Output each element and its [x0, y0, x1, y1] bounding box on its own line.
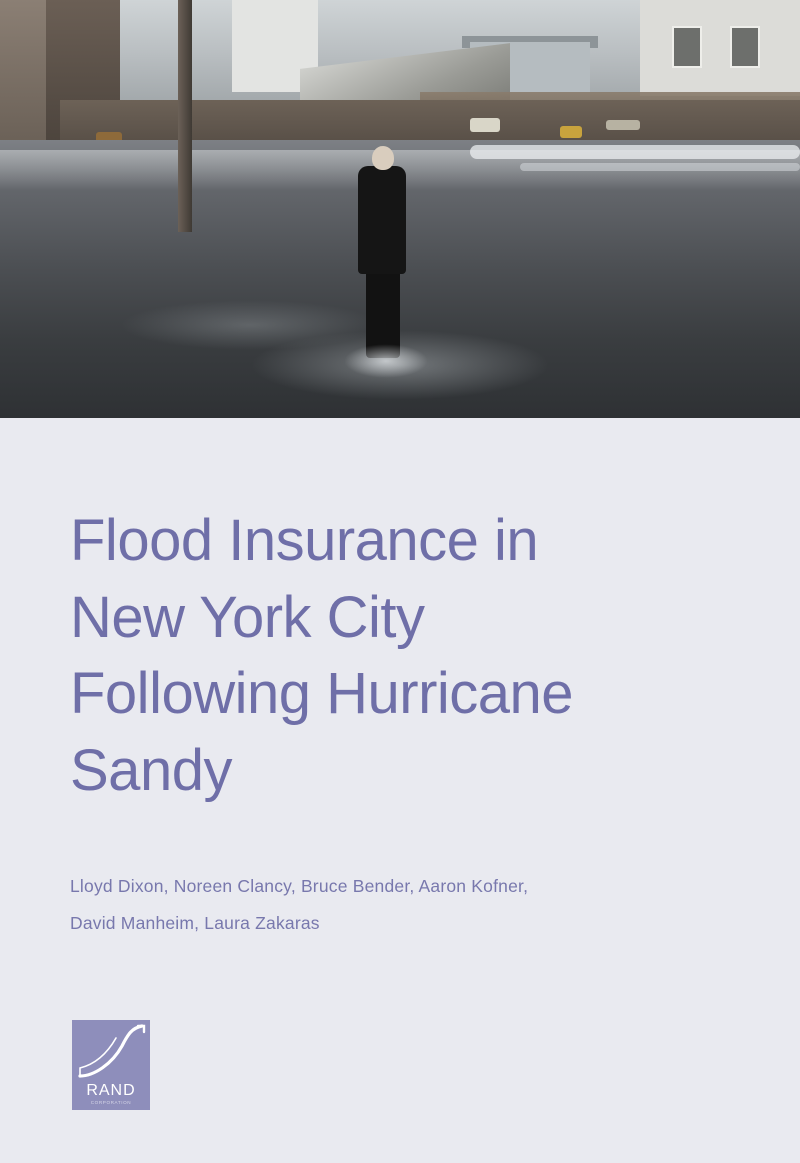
photo-debris-item	[470, 118, 500, 132]
photo-utility-pole	[178, 0, 192, 232]
author-list	[70, 868, 690, 942]
photo-debris-item	[560, 126, 582, 138]
page-title	[70, 503, 720, 809]
rand-logo	[72, 1020, 150, 1110]
rand-tagline: CORPORATION	[90, 1100, 132, 1105]
photo-water-reflection	[470, 145, 800, 159]
photo-person-head	[372, 146, 394, 170]
rand-wordmark: RAND	[86, 1082, 136, 1099]
author-line: David Manheim, Laura Zakaras	[70, 912, 320, 933]
title-line: Sandy	[70, 737, 232, 803]
photo-water-reflection	[520, 163, 800, 171]
title-line: Following Hurricane	[70, 661, 574, 727]
title-line: Flood Insurance in	[70, 508, 539, 573]
rand-swoosh-icon	[72, 1020, 150, 1084]
cover-text-area	[0, 418, 800, 1163]
photo-water-ripple	[120, 300, 380, 350]
photo-window	[672, 26, 702, 68]
photo-person-splash	[344, 344, 428, 378]
photo-window	[730, 26, 760, 68]
cover-photograph	[0, 0, 800, 418]
author-line: Lloyd Dixon, Noreen Clancy, Bruce Bender, Aaron Kofner,	[70, 876, 529, 896]
photo-person-body	[358, 166, 406, 274]
photo-debris-item	[606, 120, 640, 130]
title-line: New York City	[70, 584, 425, 650]
